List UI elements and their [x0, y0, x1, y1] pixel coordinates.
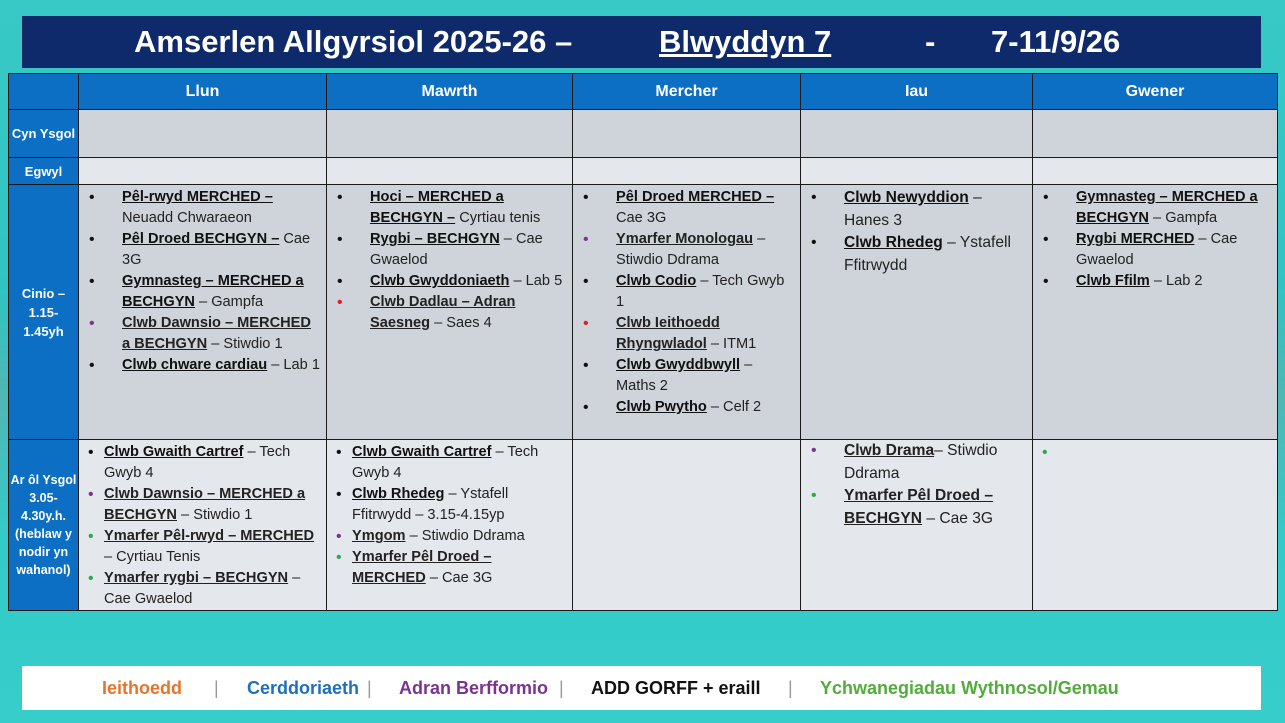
activity-place: – Saes 4: [430, 315, 492, 331]
activity-name: Pêl Droed MERCHED –: [616, 189, 775, 205]
activity-place: – Maths 2: [616, 357, 753, 394]
legend-item-adran-berfformio: Adran Berfformio: [399, 677, 549, 698]
activity-place: Neuadd Chwaraeon: [122, 210, 252, 226]
activity-place: – Stiwdio 1: [176, 507, 253, 523]
activity-name: Rygbi MERCHED: [1076, 231, 1195, 247]
day-header-iau: Iau: [801, 74, 1033, 110]
activity-item: [79, 313, 320, 355]
row-header-cinio: Cinio – 1.15-1.45yh: [9, 185, 79, 440]
legend-item-add-gorff: ADD GORFF + eraill: [591, 677, 761, 698]
activity-place: – Cae Gwaelod: [1076, 231, 1238, 268]
legend-separator: |: [367, 677, 372, 698]
activity-item: [79, 442, 320, 484]
cell-cyn-gwener: [1033, 110, 1278, 158]
activity-place: – Gampfa: [1148, 210, 1218, 226]
activity-place: – Cae Gwaelod: [104, 570, 301, 607]
day-header-mawrth: Mawrth: [327, 74, 573, 110]
activity-place: Cae 3G: [122, 231, 311, 268]
activity-item: [79, 484, 320, 526]
activity-item: [573, 271, 794, 313]
title-year: Blwyddyn 7: [659, 24, 832, 59]
activity-name: Ymarfer Pêl Droed – MERCHED: [352, 549, 492, 586]
activity-place: – Celf 2: [706, 399, 762, 415]
cell-cyn-mercher: [573, 110, 801, 158]
activity-place: – Stiwdio 1: [207, 336, 283, 352]
title-dates: 7-11/9/26: [991, 24, 1121, 59]
activity-name: Clwb Ffilm: [1076, 273, 1150, 289]
header-corner: [9, 74, 79, 110]
day-header-mercher: Mercher: [573, 74, 801, 110]
title-main: Amserlen Allgyrsiol 2025-26 –: [134, 24, 573, 59]
cell-ar-ol-iau: [801, 440, 1033, 611]
legend-item-ieithoedd: Ieithoedd: [102, 677, 182, 698]
activity-item: [573, 397, 794, 418]
activity-name: Pêl Droed BECHGYN –: [122, 231, 280, 247]
cell-cinio-mercher: [573, 185, 801, 440]
cell-egwyl-gwener: [1033, 158, 1278, 185]
activity-item: [573, 229, 794, 271]
cell-cyn-mawrth: [327, 110, 573, 158]
activity-name: Clwb Gwyddbwyll: [616, 357, 741, 373]
activity-item: [1033, 271, 1271, 292]
activity-name: Rygbi – BECHGYN: [370, 231, 500, 247]
activity-place: – Stiwdio Ddrama: [844, 442, 998, 482]
activity-place: – Tech Gwyb 4: [104, 444, 291, 481]
legend-separator: |: [788, 677, 793, 698]
activity-name: Clwb Drama: [844, 442, 935, 459]
cell-egwyl-mercher: [573, 158, 801, 185]
activity-name: Clwb Rhedeg: [352, 486, 445, 502]
activity-item: [327, 547, 566, 589]
activity-item: [79, 355, 320, 376]
cell-cinio-gwener: [1033, 185, 1278, 440]
activity-item: [327, 442, 566, 484]
activity-place: – Cyrtiau Tenis: [104, 549, 201, 565]
activity-item: [79, 229, 320, 271]
activity-name: Clwb Gwaith Cartref: [352, 444, 492, 460]
activity-name: Pêl-rwyd MERCHED –: [122, 189, 273, 205]
cell-egwyl-iau: [801, 158, 1033, 185]
cell-ar-ol-gwener: [1033, 440, 1278, 611]
activity-name: Ymarfer Pêl-rwyd – MERCHED: [104, 528, 315, 544]
activity-name: Hoci – MERCHED a BECHGYN –: [370, 189, 504, 226]
activity-item: [573, 355, 794, 397]
cell-cinio-llun: [79, 185, 327, 440]
activity-item: [573, 187, 794, 229]
activity-place: – Ystafell Ffitrwydd: [844, 234, 1011, 274]
cell-egwyl-llun: [79, 158, 327, 185]
activity-item: [327, 187, 566, 229]
activity-name: Ymarfer Pêl Droed – BECHGYN: [844, 487, 994, 527]
activity-item: [327, 526, 566, 547]
cell-ar-ol-mercher: [573, 440, 801, 611]
activity-name: Clwb Newyddion: [844, 189, 969, 206]
activity-item: [327, 484, 566, 526]
activity-place: – Lab 1: [267, 357, 320, 373]
activity-place: – Hanes 3: [844, 189, 982, 229]
legend-separator: |: [214, 677, 219, 698]
legend-bar: [22, 666, 1261, 710]
activity-item: [801, 232, 1026, 277]
activity-item: [1033, 187, 1271, 229]
title-dash: -: [925, 24, 936, 59]
activity-place: – Lab 2: [1149, 273, 1203, 289]
cell-cinio-mawrth: [327, 185, 573, 440]
activity-place: Cyrtiau tenis: [455, 210, 541, 226]
row-header-ar-ol-ysgol: Ar ôl Ysgol 3.05-4.30y.h. (heblaw y nodir yn wahanol): [9, 440, 79, 611]
activity-place: – ITM1: [706, 336, 757, 352]
activity-name: Clwb Rhedeg: [844, 234, 943, 251]
day-header-llun: Llun: [79, 74, 327, 110]
day-header-gwener: Gwener: [1033, 74, 1278, 110]
activity-place: – Gampfa: [194, 294, 264, 310]
cell-ar-ol-mawrth: [327, 440, 573, 611]
cell-cyn-iau: [801, 110, 1033, 158]
activity-place: – Cae 3G: [921, 509, 994, 527]
activity-place: – Ystafell Ffitrwydd – 3.15-4.15yp: [352, 486, 509, 523]
activity-item: [801, 187, 1026, 232]
activity-item: [327, 292, 566, 334]
cell-ar-ol-llun: [79, 440, 327, 611]
row-header-egwyl: Egwyl: [9, 158, 79, 185]
cell-cyn-llun: [79, 110, 327, 158]
activity-name: Ymarfer Monologau: [616, 231, 754, 247]
activity-place: – Stiwdio Ddrama: [616, 231, 766, 268]
activity-name: Ymarfer rygbi – BECHGYN: [104, 570, 289, 586]
title-bar: [22, 16, 1261, 68]
activity-name: Clwb Gwaith Cartref: [104, 444, 244, 460]
activity-name: Clwb Dawnsio – MERCHED a BECHGYN: [122, 315, 311, 352]
legend-separator: |: [559, 677, 564, 698]
activity-name: Ymgom: [352, 528, 406, 544]
activity-name: Gymnasteg – MERCHED a BECHGYN: [122, 273, 304, 310]
activity-item: [327, 271, 566, 292]
activity-item: [801, 485, 1026, 530]
activity-name: Clwb chware cardiau: [122, 357, 268, 373]
legend-item-cerddoriaeth: Cerddoriaeth: [247, 677, 360, 698]
activity-item: [79, 271, 320, 313]
activity-place: – Lab 5: [509, 273, 563, 289]
activity-place: – Stiwdio Ddrama: [405, 528, 525, 544]
activity-name: Clwb Dawnsio – MERCHED a BECHGYN: [104, 486, 306, 523]
timetable: [8, 73, 1278, 611]
activity-item: [801, 440, 1026, 485]
activity-name: Clwb Codio: [616, 273, 697, 289]
activity-item: [79, 568, 320, 610]
activity-item: [1033, 229, 1271, 271]
activity-item: [79, 187, 320, 229]
activity-place: Cae 3G: [616, 210, 667, 226]
row-header-cyn-ysgol: Cyn Ysgol: [9, 110, 79, 158]
activity-place: – Cae Gwaelod: [370, 231, 543, 268]
activity-place: – Tech Gwyb 1: [616, 273, 785, 310]
activity-item: [79, 526, 320, 568]
activity-name: Gymnasteg – MERCHED a BECHGYN: [1076, 189, 1258, 226]
legend-item-ychwanegiadau: Ychwanegiadau Wythnosol/Gemau: [820, 677, 1119, 698]
activity-name: Clwb Pwytho: [616, 399, 707, 415]
activity-name: Clwb Ieithoedd Rhyngwladol: [616, 315, 720, 352]
activity-place: – Cae 3G: [425, 570, 493, 586]
activity-name: Clwb Dadlau – Adran Saesneg: [370, 294, 516, 331]
cell-egwyl-mawrth: [327, 158, 573, 185]
activity-item: [573, 313, 794, 355]
activity-place: – Tech Gwyb 4: [352, 444, 539, 481]
activity-name: Clwb Gwyddoniaeth: [370, 273, 510, 289]
activity-item: [327, 229, 566, 271]
cell-cinio-iau: [801, 185, 1033, 440]
